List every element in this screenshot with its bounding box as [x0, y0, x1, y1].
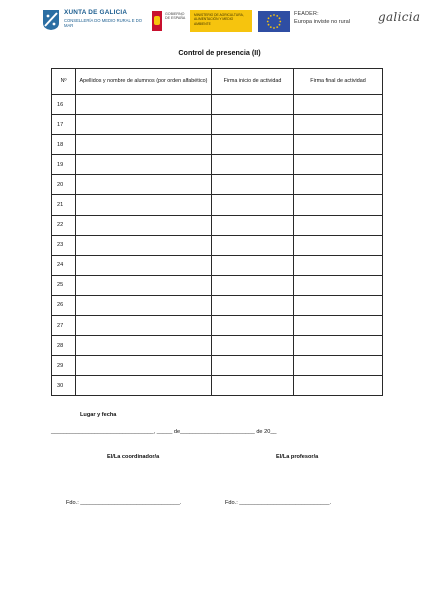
feader-logo [294, 11, 376, 25]
table-row [52, 195, 383, 215]
header-sign-start: Firma inicio de actividad [212, 69, 294, 95]
student-name-cell[interactable] [76, 175, 212, 195]
table-row [52, 95, 383, 115]
student-name-cell[interactable] [76, 215, 212, 235]
table-row [52, 135, 383, 155]
row-number: 27 [52, 316, 76, 336]
row-number: 25 [52, 275, 76, 295]
header-number: Nº [52, 69, 76, 95]
row-number: 23 [52, 235, 76, 255]
table-row [52, 175, 383, 195]
table-row [52, 316, 383, 336]
gobierno-title: GOBIERNO DE ESPAÑA [165, 12, 186, 21]
student-name-cell[interactable] [76, 95, 212, 115]
sign-end-cell[interactable] [294, 135, 383, 155]
row-number: 30 [52, 376, 76, 396]
row-number: 20 [52, 175, 76, 195]
sign-end-cell[interactable] [294, 316, 383, 336]
sign-end-cell[interactable] [294, 336, 383, 356]
sign-start-cell[interactable] [212, 316, 294, 336]
xunta-title: XUNTA DE GALICIA [64, 9, 128, 16]
feader-title: FEADER: [294, 11, 319, 17]
table-row [52, 295, 383, 315]
row-number: 28 [52, 336, 76, 356]
student-name-cell[interactable] [76, 376, 212, 396]
row-number: 29 [52, 356, 76, 376]
sign-start-cell[interactable] [212, 295, 294, 315]
table-body [52, 95, 383, 396]
sign-start-cell[interactable] [212, 115, 294, 135]
sign-end-cell[interactable] [294, 175, 383, 195]
table-header-row [52, 69, 383, 95]
student-name-cell[interactable] [76, 316, 212, 336]
row-number: 22 [52, 215, 76, 235]
header-student-name: Apellidos y nombre de alumnos (por orden alfabético) [76, 69, 212, 95]
row-number: 18 [52, 135, 76, 155]
student-name-cell[interactable] [76, 195, 212, 215]
header-logos [42, 8, 421, 34]
document-title: Control de presencia (II) [178, 48, 261, 57]
ministry-name: MINISTERIO DE AGRICULTURA, ALIMENTACIÓN Y MEDIO AMBIENTE [194, 13, 244, 26]
eu-flag-icon [258, 11, 290, 32]
table-row [52, 376, 383, 396]
table-row [52, 215, 383, 235]
sign-end-cell[interactable] [294, 376, 383, 396]
sign-end-cell[interactable] [294, 255, 383, 275]
student-name-cell[interactable] [76, 135, 212, 155]
sign-end-cell[interactable] [294, 295, 383, 315]
header-sign-end: Firma final de actividad [294, 69, 383, 95]
row-number: 19 [52, 155, 76, 175]
sign-end-cell[interactable] [294, 215, 383, 235]
sign-end-cell[interactable] [294, 356, 383, 376]
ministry-box [190, 10, 252, 32]
galicia-brand-logo: galicia [378, 10, 421, 24]
student-name-cell[interactable] [76, 115, 212, 135]
sign-end-cell[interactable] [294, 95, 383, 115]
sign-end-cell[interactable] [294, 115, 383, 135]
sign-start-cell[interactable] [212, 336, 294, 356]
teacher-label: El/La profesor/a [276, 454, 319, 460]
student-name-cell[interactable] [76, 155, 212, 175]
sign-start-cell[interactable] [212, 235, 294, 255]
feader-subtitle: Europa inviste no rural [294, 19, 350, 25]
row-number: 26 [52, 295, 76, 315]
row-number: 17 [52, 115, 76, 135]
table-row [52, 336, 383, 356]
sign-start-cell[interactable] [212, 195, 294, 215]
sign-start-cell[interactable] [212, 135, 294, 155]
attendance-table [51, 68, 383, 396]
student-name-cell[interactable] [76, 295, 212, 315]
teacher-signature-line[interactable]: Fdo.: _____________________________. [225, 500, 332, 506]
table-row [52, 235, 383, 255]
row-number: 24 [52, 255, 76, 275]
sign-end-cell[interactable] [294, 235, 383, 255]
student-name-cell[interactable] [76, 235, 212, 255]
student-name-cell[interactable] [76, 255, 212, 275]
table-row [52, 356, 383, 376]
coordinator-label: El/La coordinador/a [107, 454, 160, 460]
table-row [52, 115, 383, 135]
sign-start-cell[interactable] [212, 376, 294, 396]
table-row [52, 155, 383, 175]
table-row [52, 275, 383, 295]
galicia-flag-icon [42, 9, 60, 31]
sign-end-cell[interactable] [294, 155, 383, 175]
sign-start-cell[interactable] [212, 215, 294, 235]
gobierno-logo [152, 10, 252, 32]
sign-end-cell[interactable] [294, 195, 383, 215]
coordinator-signature-line[interactable]: Fdo.: ________________________________. [66, 500, 182, 506]
row-number: 16 [52, 95, 76, 115]
student-name-cell[interactable] [76, 356, 212, 376]
date-line: _________________________________, _____ de________________________ de 20__ [51, 429, 277, 435]
sign-start-cell[interactable] [212, 155, 294, 175]
sign-start-cell[interactable] [212, 255, 294, 275]
sign-start-cell[interactable] [212, 175, 294, 195]
xunta-logo [42, 8, 150, 34]
place-date-label: Lugar y fecha [80, 412, 117, 418]
table-row [52, 255, 383, 275]
xunta-subtitle: CONSELLERÍA DO MEDIO RURAL E DO MAR [64, 18, 143, 28]
sign-start-cell[interactable] [212, 356, 294, 376]
spain-coat-of-arms-icon [152, 11, 162, 31]
sign-start-cell[interactable] [212, 275, 294, 295]
student-name-cell[interactable] [76, 275, 212, 295]
student-name-cell[interactable] [76, 336, 212, 356]
sign-start-cell[interactable] [212, 95, 294, 115]
row-number: 21 [52, 195, 76, 215]
sign-end-cell[interactable] [294, 275, 383, 295]
